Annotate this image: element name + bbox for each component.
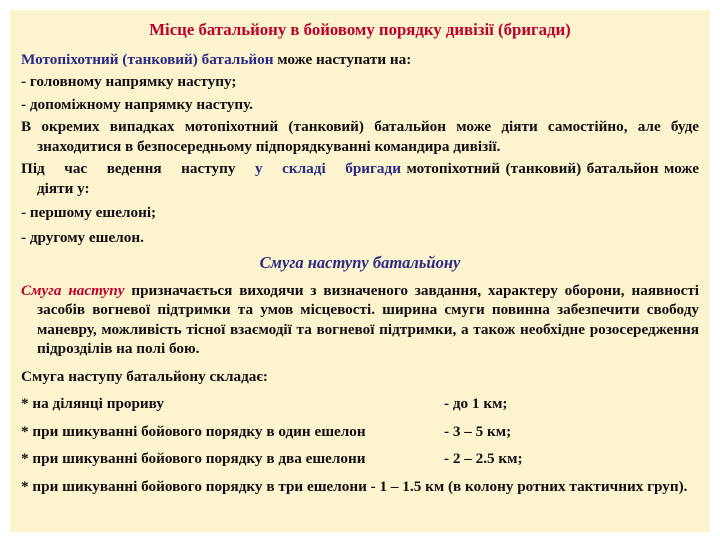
section-subtitle: Смуга наступу батальйону: [259, 253, 461, 272]
width-row-last: * при шикуванні бойового порядку в три ешелони - 1 – 1.5 км (в колону ротних тактичних груп).: [21, 477, 688, 495]
list-item: - першому ешелоні;: [21, 204, 157, 221]
width-row: [21, 422, 699, 442]
page-title: Місце батальйону в бойовому порядку дивізії (бригади): [149, 20, 571, 39]
width-label: * при шикуванні бойового порядку в два ешелони: [21, 450, 366, 467]
strip-definition-text: призначається виходячи з визначеного завдання, характеру оборони, наявності засобів вогневої підтримки та умов місцевості. ширина смуги повинна забезпечити свободу маневру, можливість тісної взаємодії та вогневої підтримки, а також необхідне розосередження підрозділів на полі бою.: [37, 281, 700, 357]
intro-highlight: Мотопіхотний (танковий) батальйон: [21, 50, 274, 68]
brigade-highlight: у складі бригади: [255, 160, 401, 177]
brigade-paragraph: [21, 159, 699, 198]
composition-intro: Смуга наступу батальйону складає:: [21, 367, 268, 385]
width-value: - до 1 км;: [444, 395, 508, 412]
brigade-after: мотопіхотний (танковий) батальйон може діяти у:: [37, 160, 699, 197]
slide: [10, 10, 710, 532]
list-item: - допоміжному напрямку наступу.: [21, 95, 253, 113]
width-value: - 3 – 5 км;: [444, 422, 512, 440]
intro-paragraph: [21, 50, 699, 70]
width-label: * на ділянці прориву: [21, 395, 164, 412]
intro-rest: може наступати на:: [273, 50, 412, 68]
width-row: [21, 449, 699, 469]
strip-definition: [21, 281, 699, 359]
strip-term: Смуга наступу: [21, 281, 125, 299]
list-item: - головному напрямку наступу;: [21, 73, 237, 90]
width-row: [21, 394, 699, 414]
brigade-before: Під час ведення наступу: [21, 160, 256, 177]
width-label: * при шикуванні бойового порядку в один ешелон: [21, 422, 366, 440]
list-item: - другому ешелон.: [21, 228, 144, 246]
independent-paragraph: В окремих випадках мотопіхотний (танковий) батальйон може діяти самостійно, але буде знаходитися в безпосередньому підпорядкуванні командира дивізії.: [21, 118, 699, 155]
width-value: - 2 – 2.5 км;: [444, 450, 523, 467]
